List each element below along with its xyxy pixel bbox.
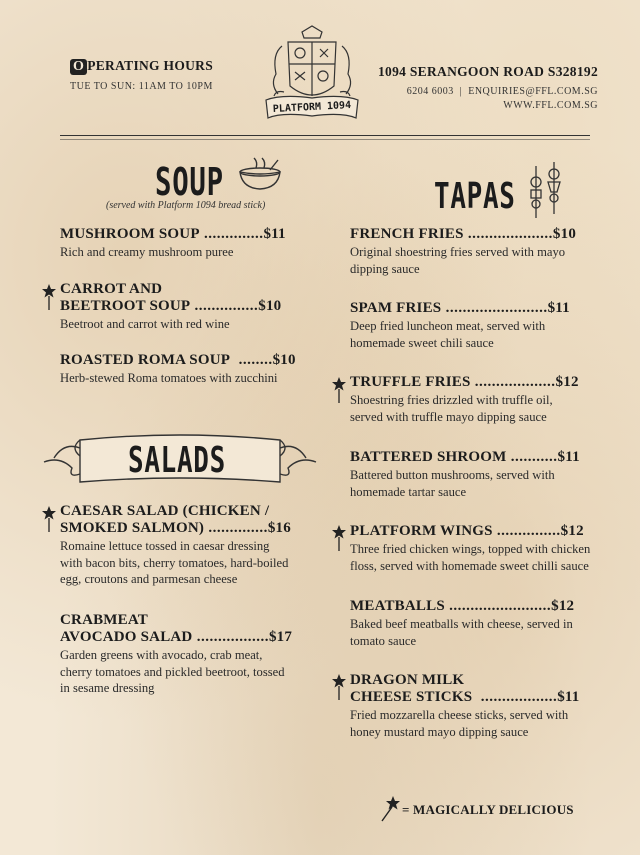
item-price: $12: [555, 374, 579, 390]
item-name-line1: DRAGON MILK: [350, 672, 465, 688]
item-name: BEETROOT SOUP: [60, 298, 191, 314]
item-dots: ..............: [204, 520, 268, 536]
item-desc-line: honey mustard mayo dipping sauce: [350, 724, 529, 739]
soup-item: [60, 352, 330, 387]
wand-star-icon: [332, 377, 346, 403]
item-dots: ....................: [463, 226, 553, 242]
legend-text: = MAGICALLY DELICIOUS: [402, 801, 574, 817]
hours-block: [70, 58, 213, 92]
item-desc-line: tomato sauce: [350, 633, 417, 648]
item-desc-line: with bacon bits, cherry tomatoes, hard-boiled: [60, 555, 289, 570]
item-desc-line: floss, served with homemade sweet chilli sauce: [350, 558, 589, 573]
item-dots: ........: [230, 352, 273, 368]
item-price: $10: [552, 226, 577, 242]
crest-logo: [262, 24, 362, 130]
item-dots: ...............: [492, 523, 561, 539]
item-name-line1: CRABMEAT: [60, 612, 148, 628]
wand-star-icon: [42, 506, 56, 532]
item-name: PLATFORM WINGS: [350, 523, 493, 539]
item-price: $11: [557, 689, 580, 705]
logo-text: PLATFORM 1094: [272, 99, 352, 116]
item-name-line1: CARROT AND: [60, 281, 163, 297]
soup-item: [60, 226, 320, 261]
salad-item: [60, 612, 330, 697]
item-price: $11: [263, 226, 286, 242]
item-price: $11: [557, 449, 580, 465]
hours-title: [70, 58, 213, 75]
item-name: MUSHROOM SOUP: [60, 226, 200, 242]
item-desc-line: Three fried chicken wings, topped with chicken: [350, 542, 591, 556]
item-desc-line: Battered button mushrooms, served with: [350, 468, 555, 482]
soup-note: (served with Platform 1094 bread stick): [106, 200, 266, 211]
item-price: $10: [272, 352, 296, 368]
tapas-item: [350, 523, 620, 574]
item-price: $12: [560, 523, 584, 539]
soup-title: SOUP: [155, 160, 224, 204]
skewer-icon: [524, 160, 568, 225]
header-divider-2: [60, 139, 590, 140]
item-desc: Beetroot and carrot with red wine: [60, 317, 230, 331]
item-name: SMOKED SALMON): [60, 520, 205, 536]
address: 1094 SERANGOON ROAD S328192: [378, 64, 598, 79]
item-desc-line: cherry tomatoes and pickled beetroot, tossed: [60, 664, 285, 679]
item-dots: ...........: [506, 449, 558, 465]
item-desc-line: dipping sauce: [350, 261, 420, 276]
soup-bowl-icon: [236, 156, 284, 197]
wand-star-icon: [332, 674, 346, 700]
item-desc: Herb-stewed Roma tomatoes with zucchini: [60, 371, 278, 385]
tapas-item: [350, 598, 610, 649]
tapas-title: TAPAS: [434, 176, 516, 217]
tapas-item: [350, 226, 610, 277]
item-desc-line: Romaine lettuce tossed in caesar dressing: [60, 539, 270, 553]
item-dots: ..................: [472, 689, 558, 705]
item-price: $10: [258, 298, 282, 314]
item-desc-line: Fried mozzarella cheese sticks, served with: [350, 708, 569, 722]
item-dots: ........................: [444, 598, 552, 614]
item-desc-line: Shoestring fries drizzled with truffle oil,: [350, 393, 553, 407]
item-price: $12: [551, 598, 575, 614]
item-name: TRUFFLE FRIES: [350, 374, 471, 390]
tapas-item: [350, 300, 610, 351]
wand-star-icon: [42, 284, 56, 310]
item-price: $17: [268, 629, 293, 645]
item-name: CHEESE STICKS: [350, 689, 473, 705]
wand-star-icon: [380, 796, 400, 822]
salads-title: SALADS: [128, 440, 226, 481]
tapas-item: [350, 449, 610, 500]
item-desc-line: Baked beef meatballs with cheese, served in: [350, 617, 573, 631]
item-dots: ...............: [190, 298, 259, 314]
item-price: $16: [267, 520, 291, 536]
item-desc-line: in sesame dressing: [60, 681, 155, 695]
item-desc-line: Original shoestring fries served with mayo: [350, 245, 566, 259]
website: WWW.FFL.COM.SG: [503, 100, 598, 111]
salad-item: [60, 503, 330, 588]
item-name: BATTERED SHROOM: [350, 449, 507, 465]
item-price: $11: [547, 300, 570, 316]
item-name: FRENCH FRIES: [350, 226, 464, 242]
tapas-item: [350, 672, 610, 740]
item-name: AVOCADO SALAD: [60, 629, 193, 645]
item-desc-line: Garden greens with avocado, crab meat,: [60, 648, 263, 662]
item-name-line1: CAESAR SALAD (CHICKEN /: [60, 503, 270, 519]
hours-title-initial: O: [70, 59, 87, 75]
wand-star-icon: [332, 525, 346, 551]
item-desc-line: egg, croutons and parmesan cheese: [60, 572, 238, 586]
item-desc-line: served with truffle mayo dipping sauce: [350, 409, 547, 424]
legend: [380, 796, 574, 822]
item-dots: ..............: [199, 226, 264, 242]
item-dots: .................: [192, 629, 269, 645]
item-name: SPAM FRIES: [350, 300, 442, 316]
item-desc-line: homemade tartar sauce: [350, 484, 467, 499]
item-dots: ...................: [470, 374, 556, 390]
hours-text: TUE TO SUN: 11AM TO 10PM: [70, 81, 213, 92]
item-desc: Rich and creamy mushroom puree: [60, 245, 234, 259]
item-desc-line: homemade sweet chili sauce: [350, 335, 494, 350]
tapas-item: [350, 374, 610, 425]
item-desc-line: Deep fried luncheon meat, served with: [350, 319, 546, 333]
header-divider: [60, 135, 590, 136]
hours-title-text: PERATING HOURS: [87, 58, 214, 73]
contact-line: 6204 6003 | ENQUIRIES@FFL.COM.SG: [406, 86, 598, 97]
item-name: MEATBALLS: [350, 598, 445, 614]
item-dots: ........................: [441, 300, 548, 316]
contact-block: [378, 64, 598, 111]
soup-item: [60, 281, 320, 333]
item-name: ROASTED ROMA SOUP: [60, 352, 231, 368]
